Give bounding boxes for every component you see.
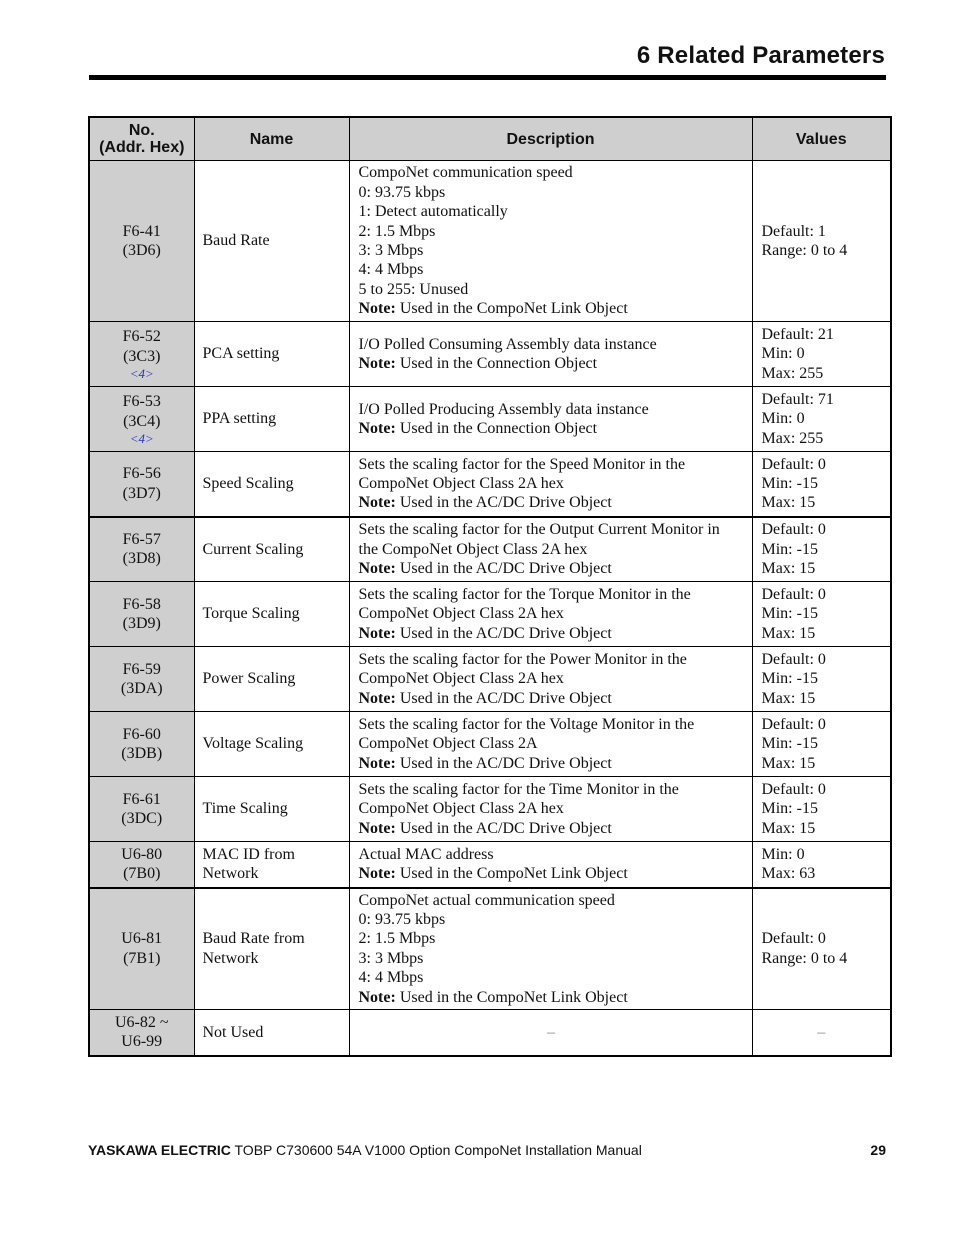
parameter-number-line: (7B1): [123, 949, 161, 967]
parameter-values: [752, 842, 891, 888]
parameter-name: Speed Scaling: [194, 452, 349, 517]
description-note: [359, 864, 744, 883]
table-row: [89, 647, 891, 712]
value-line: Min: -15: [761, 540, 818, 558]
parameter-description: [349, 888, 752, 1010]
value-line: Max: 63: [761, 865, 816, 883]
parameter-values: [752, 582, 891, 647]
parameter-number-line: (3DC): [121, 810, 163, 827]
parameter-description: [349, 582, 752, 647]
description-line: Sets the scaling factor for the Voltage Monitor in the: [358, 715, 695, 733]
value-line: Max: 255: [761, 429, 824, 447]
page-footer: [88, 1142, 886, 1158]
column-header-no: [89, 117, 194, 161]
description-line: Actual MAC address: [358, 845, 494, 863]
value-line: Default: 0: [761, 715, 826, 733]
note-label: Note:: [358, 355, 396, 372]
parameter-values: [752, 888, 891, 1010]
parameter-values: [752, 517, 891, 582]
parameter-values: [752, 387, 891, 452]
parameter-number: [89, 517, 194, 582]
value-line: Max: 15: [761, 819, 816, 837]
note-text: Used in the Connection Object: [395, 420, 598, 437]
parameter-number-line: (3DA): [120, 680, 163, 697]
value-line: Min: -15: [761, 605, 818, 623]
value-line: Min: -15: [761, 475, 818, 493]
value-line: Min: -15: [761, 670, 818, 688]
parameter-number-line: U6-82 ~: [114, 1013, 169, 1031]
value-line: Default: 0: [761, 930, 826, 948]
note-label: Note:: [358, 494, 396, 512]
description-note: [359, 819, 744, 838]
parameter-name: Power Scaling: [194, 647, 349, 712]
footnote-reference-link[interactable]: <4>: [129, 430, 154, 446]
parameter-name: Current Scaling: [194, 517, 349, 582]
parameter-name: Not Used: [194, 1010, 349, 1056]
parameter-name: Baud Rate: [194, 161, 349, 322]
parameter-number: [89, 647, 194, 712]
parameter-number-line: F6-41: [122, 222, 161, 240]
description-line: CompoNet Object Class 2A hex: [358, 605, 564, 623]
parameter-number-line: F6-61: [122, 790, 161, 808]
note-text: Used in the CompoNet Link Object: [395, 300, 628, 318]
value-line: Default: 0: [761, 780, 826, 798]
description-note: [359, 354, 744, 373]
parameter-name: PCA setting: [194, 322, 349, 387]
parameter-number: [89, 842, 194, 888]
parameter-number: [89, 582, 194, 647]
parameter-number-line: (3D7): [122, 484, 161, 502]
description-line: CompoNet Object Class 2A: [358, 735, 538, 753]
value-line: Max: 15: [761, 624, 816, 642]
table-header-row: [89, 117, 891, 161]
note-text: Used in the AC/DC Drive Object: [395, 559, 612, 577]
parameter-values: [752, 322, 891, 387]
parameter-values: [752, 647, 891, 712]
parameter-values: [752, 161, 891, 322]
value-line: Default: 0: [761, 521, 826, 539]
description-line: Sets the scaling factor for the Torque Monitor in the: [358, 585, 691, 603]
parameter-description: [349, 842, 752, 888]
note-text: Used in the Connection Object: [395, 355, 598, 372]
note-text: Used in the CompoNet Link Object: [395, 988, 628, 1006]
description-note: [359, 689, 744, 708]
table-row: [89, 161, 891, 322]
parameter-number-line: (3D6): [122, 242, 161, 259]
note-text: Used in the CompoNet Link Object: [395, 865, 628, 883]
value-line: Min: -15: [761, 800, 818, 818]
parameter-number-line: (7B0): [123, 865, 161, 883]
parameter-number-line: F6-52: [122, 328, 161, 346]
table-row: [89, 452, 891, 517]
value-line: Default: 71: [761, 390, 834, 408]
description-line: CompoNet actual communication speed: [358, 891, 615, 909]
note-label: Note:: [358, 689, 396, 707]
parameter-number-line: (3C4): [123, 412, 161, 430]
parameter-number-line: (3D9): [122, 615, 161, 632]
value-line: Max: 15: [761, 754, 816, 772]
description-line: 2: 1.5 Mbps: [358, 222, 436, 240]
parameter-number-line: (3DB): [121, 745, 163, 762]
description-line: 5 to 255: Unused: [358, 280, 469, 298]
parameter-number-line: U6-81: [121, 930, 163, 948]
value-line: Default: 21: [761, 325, 834, 343]
value-line: Default: 0: [761, 455, 826, 473]
description-line: CompoNet Object Class 2A hex: [358, 670, 564, 688]
parameter-number-line: F6-57: [122, 530, 161, 548]
table-row: [89, 387, 891, 452]
description-line: 3: 3 Mbps: [358, 949, 424, 967]
description-line: 4: 4 Mbps: [358, 261, 424, 279]
parameter-number: [89, 452, 194, 517]
note-text: Used in the AC/DC Drive Object: [395, 624, 612, 642]
note-text: Used in the AC/DC Drive Object: [395, 689, 612, 707]
description-line: 1: Detect automatically: [358, 203, 508, 221]
table-row: [89, 777, 891, 842]
parameter-number-line: F6-56: [122, 465, 161, 483]
note-label: Note:: [358, 865, 396, 883]
value-line: Max: 15: [761, 494, 816, 512]
description-note: [359, 754, 744, 773]
description-line: Sets the scaling factor for the Speed Monitor in the: [358, 455, 686, 473]
description-line: CompoNet Object Class 2A hex: [358, 800, 564, 818]
value-line: Range: 0 to 4: [761, 242, 848, 259]
description-note: [359, 493, 744, 512]
description-note: [359, 988, 744, 1007]
description-line: Sets the scaling factor for the Time Monitor in the: [358, 780, 679, 798]
parameter-values: [752, 777, 891, 842]
column-header-description: Description: [349, 117, 752, 161]
value-line: Max: 15: [761, 559, 816, 577]
note-label: Note:: [358, 559, 396, 577]
column-header-values: Values: [752, 117, 891, 161]
parameter-number-line: F6-58: [122, 595, 161, 613]
table-row: [89, 1010, 891, 1056]
description-note: [359, 624, 744, 643]
description-line: Sets the scaling factor for the Power Monitor in the: [358, 650, 687, 668]
description-line: 0: 93.75 kbps: [358, 183, 446, 201]
description-note: [359, 559, 744, 578]
description-line: CompoNet Object Class 2A hex: [358, 475, 564, 493]
value-line: Max: 255: [761, 364, 824, 382]
parameter-number-line: F6-59: [122, 660, 161, 678]
parameter-name: MAC ID from Network: [194, 842, 349, 888]
description-line: 4: 4 Mbps: [358, 969, 424, 987]
value-line: Min: -15: [761, 735, 818, 753]
parameter-description: [349, 387, 752, 452]
parameter-number: [89, 712, 194, 777]
note-label: Note:: [358, 754, 396, 772]
description-line: CompoNet communication speed: [358, 164, 573, 182]
column-header-no-line: No.: [128, 122, 155, 139]
page-number: 29: [870, 1142, 886, 1158]
parameter-number: [89, 322, 194, 387]
value-line: Default: 0: [761, 585, 826, 603]
parameter-number-line: (3C3): [123, 347, 161, 365]
description-note: [359, 299, 744, 318]
note-label: Note:: [358, 624, 396, 642]
parameter-number: [89, 387, 194, 452]
parameter-values: –: [752, 1010, 891, 1056]
description-line: 0: 93.75 kbps: [358, 910, 446, 928]
parameter-description: [349, 161, 752, 322]
parameter-number-line: (3D8): [122, 550, 161, 568]
note-label: Note:: [358, 420, 396, 437]
table-row: [89, 322, 891, 387]
note-text: Used in the AC/DC Drive Object: [395, 819, 612, 837]
parameter-number: [89, 161, 194, 322]
parameter-number: [89, 777, 194, 842]
parameter-number: [89, 1010, 194, 1056]
table-row: [89, 582, 891, 647]
parameter-description: [349, 647, 752, 712]
value-line: Range: 0 to 4: [761, 949, 848, 967]
note-label: Note:: [358, 819, 396, 837]
page-title: 6 Related Parameters: [636, 42, 885, 69]
parameter-values: [752, 712, 891, 777]
note-label: Note:: [358, 988, 396, 1006]
value-line: Default: 0: [761, 650, 826, 668]
parameter-description: –: [349, 1010, 752, 1056]
note-label: Note:: [358, 300, 396, 318]
table-row: [89, 712, 891, 777]
description-line: I/O Polled Producing Assembly data instance: [358, 400, 649, 418]
parameter-number-line: F6-60: [122, 725, 161, 743]
value-line: Default: 1: [761, 222, 826, 240]
value-line: Min: 0: [761, 410, 805, 428]
parameter-name: Voltage Scaling: [194, 712, 349, 777]
value-line: Min: 0: [761, 845, 805, 863]
parameter-name: Time Scaling: [194, 777, 349, 842]
description-note: [359, 419, 744, 438]
parameter-name: Baud Rate from Network: [194, 888, 349, 1010]
description-line: 2: 1.5 Mbps: [358, 930, 436, 948]
parameter-values: [752, 452, 891, 517]
parameter-name: PPA setting: [194, 387, 349, 452]
footer-brand: YASKAWA ELECTRIC: [88, 1142, 231, 1158]
parameter-name: Torque Scaling: [194, 582, 349, 647]
header-rule: [89, 75, 886, 80]
value-line: Min: 0: [761, 345, 805, 363]
column-header-name: Name: [194, 117, 349, 161]
parameter-description: [349, 452, 752, 517]
parameter-description: [349, 712, 752, 777]
footer-document-title: TOBP C730600 54A V1000 Option CompoNet Installation Manual: [230, 1142, 642, 1158]
note-text: Used in the AC/DC Drive Object: [395, 754, 612, 772]
parameter-description: [349, 777, 752, 842]
parameter-number-line: F6-53: [122, 393, 161, 411]
table-row: [89, 842, 891, 888]
parameter-number-line: U6-80: [121, 845, 163, 863]
parameter-number: [89, 888, 194, 1010]
description-line: Sets the scaling factor for the Output Current Monitor in: [358, 521, 720, 539]
table-row: [89, 888, 891, 1010]
footnote-reference-link[interactable]: <4>: [129, 365, 154, 381]
description-line: the CompoNet Object Class 2A hex: [358, 540, 588, 558]
parameter-description: [349, 517, 752, 582]
description-line: I/O Polled Consuming Assembly data instance: [358, 335, 657, 353]
parameter-number-line: U6-99: [121, 1033, 163, 1051]
note-text: Used in the AC/DC Drive Object: [395, 494, 612, 512]
table-row: [89, 517, 891, 582]
parameters-table: [88, 116, 892, 1057]
value-line: Max: 15: [761, 689, 816, 707]
column-header-no-line: (Addr. Hex): [99, 139, 185, 156]
parameter-description: [349, 322, 752, 387]
description-line: 3: 3 Mbps: [358, 242, 424, 259]
